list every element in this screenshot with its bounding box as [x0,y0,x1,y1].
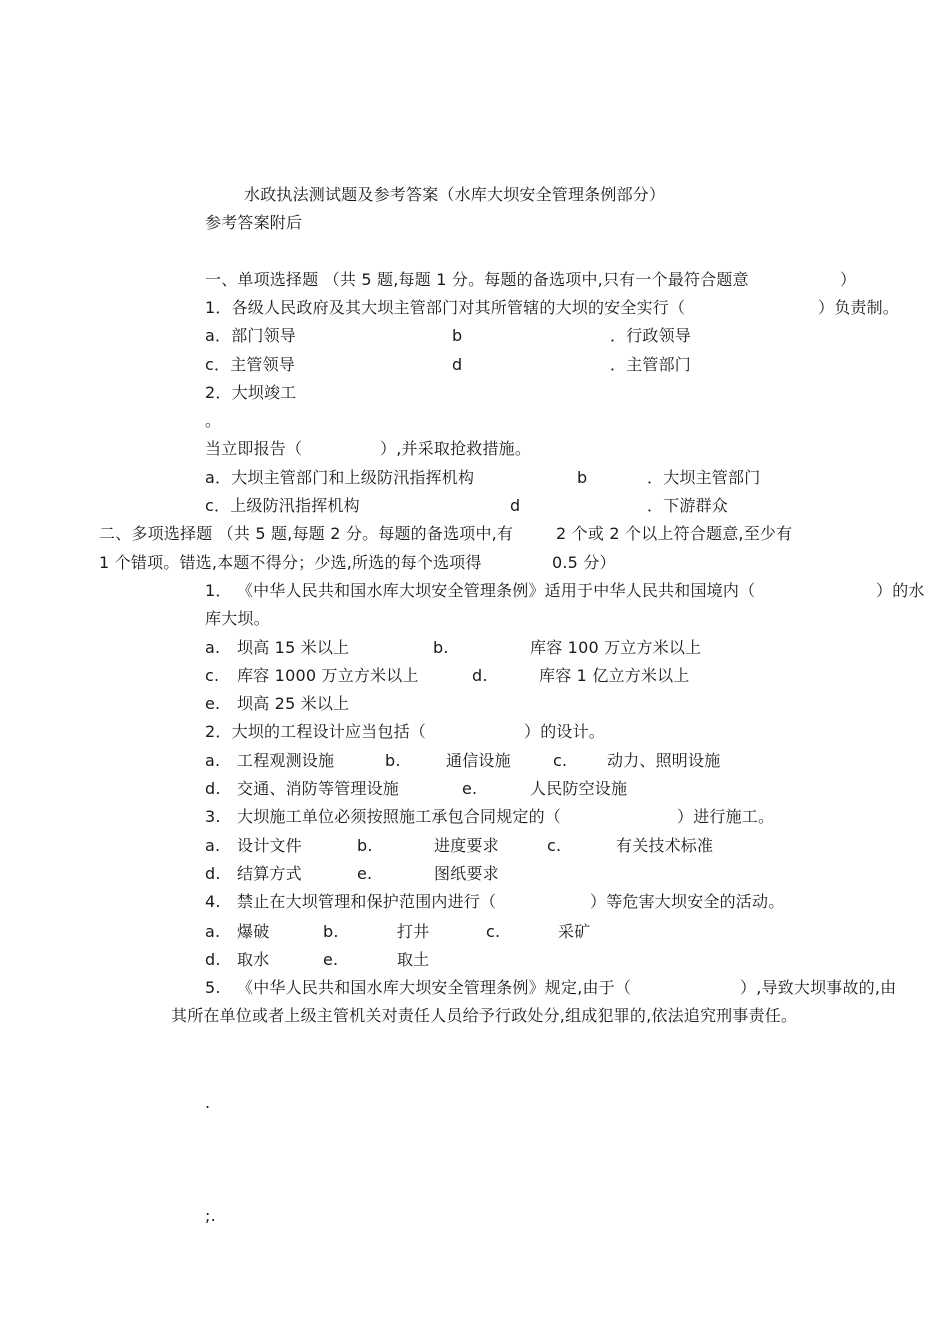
s2-q3-option-c-letter: c. [547,836,562,855]
s1-q2-option-b-letter: b [577,468,588,487]
s1-q2-option-a: a．大坝主管部门和上级防汛指挥机构 [205,468,475,487]
s1-q2-option-b: ．大坝主管部门 [647,468,761,487]
s1-q1-stem-end: ）负责制。 [818,298,900,317]
s2-q3-option-d-letter: d. [205,864,221,883]
s1-q1-option-c: c．主管领导 [205,355,295,374]
s2-q4-option-b: 打井 [397,922,430,941]
section2-header-cont: 2 个或 2 个以上符合题意,至少有 [556,524,793,543]
s2-q3-stem-end: ）进行施工。 [677,807,775,826]
s2-q1-option-b-letter: b. [433,638,449,657]
s2-q1-option-d-letter: d. [472,666,488,685]
s2-q3-number: 3. [205,807,221,826]
s2-q2-stem-end: ）的设计。 [524,722,606,741]
s2-q1-option-e-letter: e. [205,694,221,713]
s2-q3-option-e: 图纸要求 [434,864,499,883]
s2-q4-number: 4. [205,892,221,911]
s2-q4-option-b-letter: b. [323,922,339,941]
s2-q4-option-c-letter: c. [486,922,501,941]
s2-q2-option-e: 人民防空设施 [530,779,628,798]
s2-q3-option-b-letter: b. [357,836,373,855]
s2-q5-number: 5. [205,978,221,997]
s1-q2-option-c: c．上级防汛指挥机构 [205,496,360,515]
s2-q3-stem: 大坝施工单位必须按照施工承包合同规定的（ [237,807,562,826]
s2-q3-option-a: 设计文件 [237,836,302,855]
s2-q1-stem-end: ）的水 [876,581,925,600]
s2-q4-stem-end: ）等危害大坝安全的活动。 [590,892,785,911]
s2-q1-option-a-letter: a. [205,638,221,657]
s2-q2-stem: 2．大坝的工程设计应当包括（ [205,722,426,741]
s2-q2-option-a: 工程观测设施 [237,751,335,770]
s2-q5-stem-cont: 其所在单位或者上级主管机关对责任人员给予行政处分,组成犯罪的,依法追究刑事责任。 [171,1006,798,1025]
s2-q1-stem: 1． 《中华人民共和国水库大坝安全管理条例》适用于中华人民共和国境内（ [205,581,756,600]
s1-q1-option-b: ．行政领导 [610,326,692,345]
section2-header-line2: 1 个错项。错选,本题不得分；少选,所选的每个选项得 [99,553,482,572]
s2-q5-stem: 《中华人民共和国水库大坝安全管理条例》规定,由于（ [237,978,632,997]
s2-q4-stem: 禁止在大坝管理和保护范围内进行（ [237,892,497,911]
s2-q1-option-b: 库容 100 万立方米以上 [530,638,702,657]
s2-q2-option-d: 交通、消防等管理设施 [237,779,400,798]
s2-q2-option-d-letter: d. [205,779,221,798]
s2-q1-option-c: 库容 1000 万立方米以上 [237,666,419,685]
s2-q3-option-d: 结算方式 [237,864,302,883]
s1-q1-option-a: a．部门领导 [205,326,297,345]
footer-mark: ;. [205,1206,216,1225]
s1-q2-stem: 2．大坝竣工 [205,383,297,402]
s2-q4-option-d-letter: d. [205,950,221,969]
s2-q1-option-d: 库容 1 亿立方米以上 [539,666,690,685]
s2-q1-stem-cont: 库大坝。 [205,609,270,628]
s1-q1-option-b-letter: b [452,326,463,345]
s2-q5-stem-end: ）,导致大坝事故的,由 [740,978,897,997]
s2-q3-option-c: 有关技术标准 [616,836,714,855]
section1-header-close: ） [840,270,857,289]
s2-q1-option-c-letter: c. [205,666,220,685]
s2-q4-option-c: 采矿 [558,922,591,941]
footer-dot: . [205,1093,211,1112]
s2-q4-option-a: 爆破 [237,922,270,941]
s1-q1-option-d-letter: d [452,355,463,374]
s1-q2-dot: 。 [205,411,222,430]
s2-q1-option-a: 坝高 15 米以上 [237,638,350,657]
s2-q2-option-c: 动力、照明设施 [607,751,721,770]
s1-q1-option-d: ．主管部门 [610,355,692,374]
s2-q3-option-e-letter: e. [357,864,373,883]
s2-q4-option-a-letter: a. [205,922,221,941]
section2-header: 二、多项选择题 （共 5 题,每题 2 分。每题的备选项中,有 [99,524,514,543]
section1-header: 一、单项选择题 （共 5 题,每题 1 分。每题的备选项中,只有一个最符合题意 [205,270,749,289]
s1-q2-stem-cont: 当立即报告（ [205,439,303,458]
s2-q2-option-b: 通信设施 [446,751,511,770]
document-title: 水政执法测试题及参考答案（水库大坝安全管理条例部分） [244,185,666,204]
s2-q2-option-c-letter: c. [553,751,568,770]
s1-q2-stem-end: ）,并采取抢救措施。 [380,439,532,458]
s2-q2-option-a-letter: a. [205,751,221,770]
s1-q2-option-d-letter: d [510,496,521,515]
s2-q2-option-b-letter: b. [385,751,401,770]
s2-q1-option-e: 坝高 25 米以上 [237,694,350,713]
s2-q4-option-e: 取土 [397,950,430,969]
s2-q2-option-e-letter: e. [462,779,478,798]
s2-q4-option-e-letter: e. [323,950,339,969]
s1-q2-option-d: ．下游群众 [647,496,729,515]
answer-note: 参考答案附后 [205,213,303,232]
s1-q1-stem: 1．各级人民政府及其大坝主管部门对其所管辖的大坝的安全实行（ [205,298,686,317]
section2-header-line2-end: 0.5 分） [552,553,616,572]
s2-q3-option-a-letter: a. [205,836,221,855]
s2-q3-option-b: 进度要求 [434,836,499,855]
s2-q4-option-d: 取水 [237,950,270,969]
